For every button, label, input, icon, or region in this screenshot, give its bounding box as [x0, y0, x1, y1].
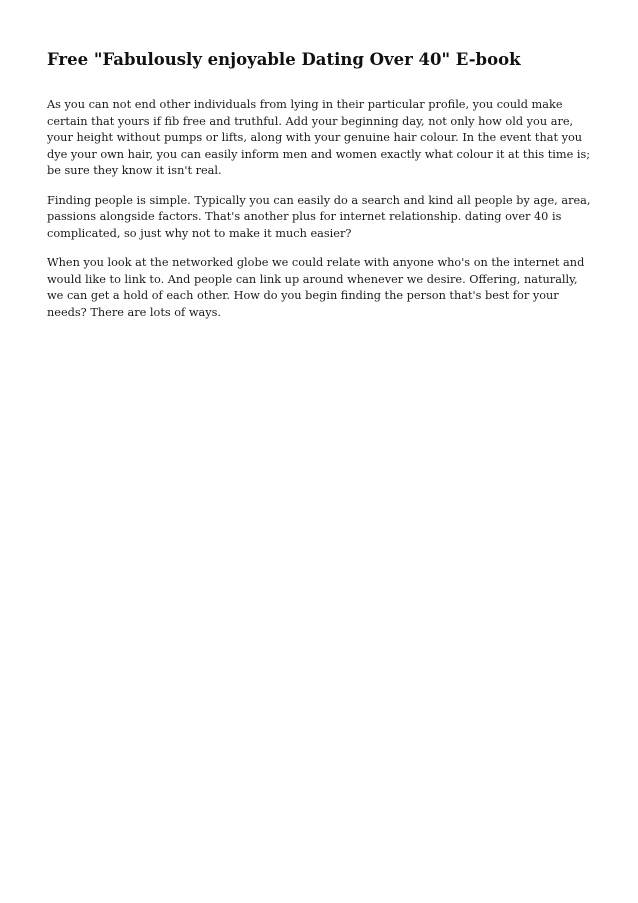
paragraph-2: Finding people is simple. Typically you can easily do a search and kind all people by age, area, passions alongside factors. That's another plus for internet relationship. dating over 40 is complicated, so just why not to make it much easier?: [47, 193, 591, 240]
paragraph-3: When you look at the networked globe we could relate with anyone who's on the internet and would like to link to. And people can link up around whenever we desire. Offering, naturally, we can get a hold of each other. How do you begin finding the person that's best for your needs? There are lots of ways.: [47, 256, 585, 319]
document-body: [47, 97, 595, 321]
document-title: Free "Fabulously enjoyable Dating Over 40" E-book: [47, 50, 521, 69]
document-page: [47, 48, 595, 334]
paragraph-1: As you can not end other individuals from lying in their particular profile, you could make certain that yours if fib free and truthful. Add your beginning day, not only how old you are, your height without pumps or lifts, along with your genuine hair colour. In the event that you dye your own hair, you can easily inform men and women exactly what colour it at this time is; be sure they know it isn't real.: [47, 98, 591, 177]
